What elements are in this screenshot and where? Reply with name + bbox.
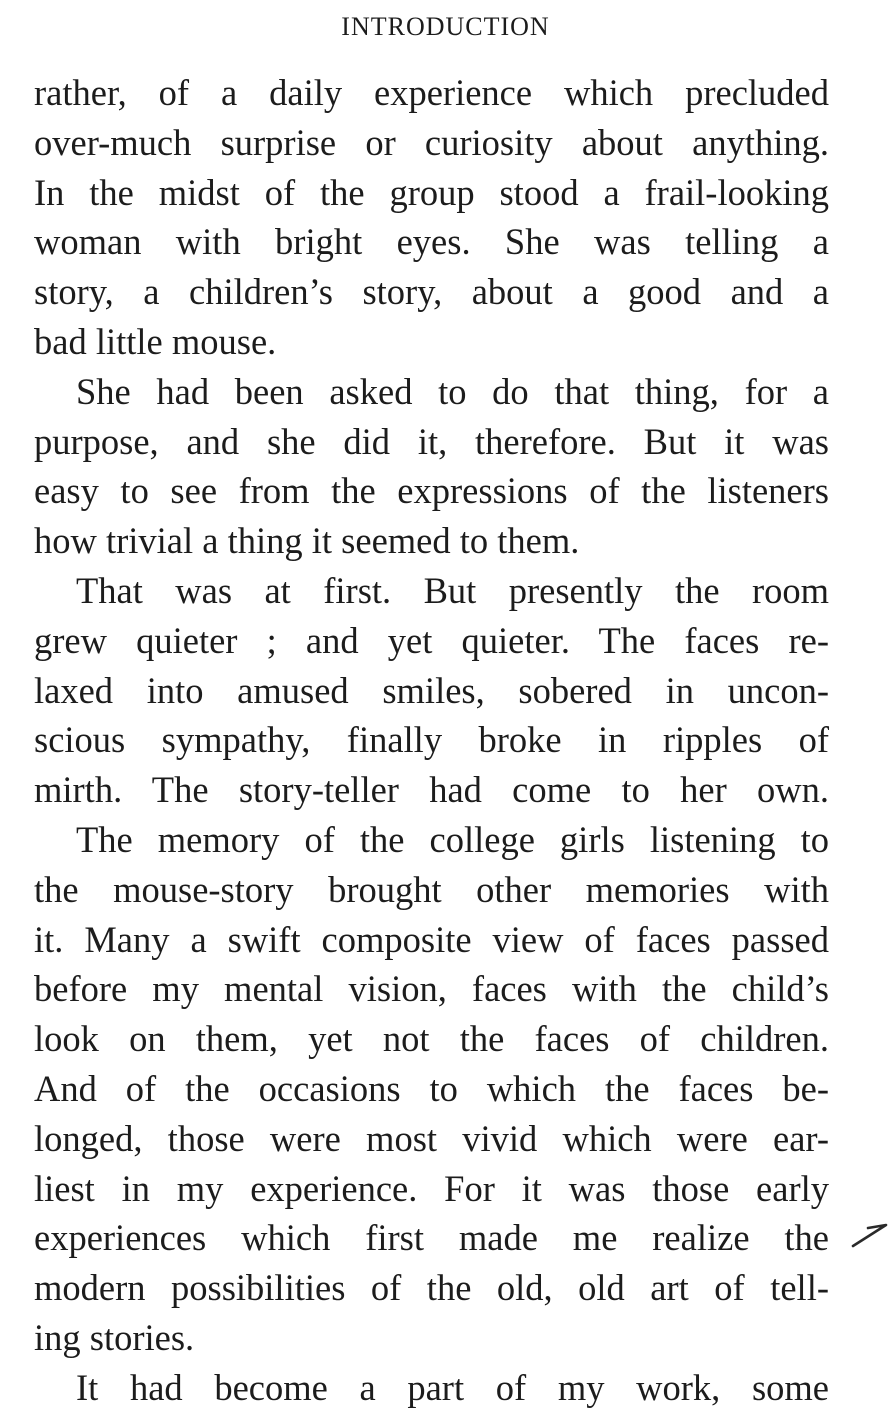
text-line: grew quieter ; and yet quieter. The faces re- [34, 619, 829, 661]
text-line: It had become a part of my work, some [76, 1366, 829, 1408]
text-line: scious sympathy, finally broke in ripples of [34, 719, 829, 761]
text-line: how trivial a thing it seemed to them. [34, 520, 580, 562]
text-line: ing stories. [34, 1316, 195, 1358]
pencil-check-mark-icon [850, 1216, 890, 1252]
text-line: over-much surprise or curiosity about anything. [34, 121, 829, 163]
running-head: INTRODUCTION [341, 12, 550, 41]
text-line: laxed into amused smiles, sobered in uncon- [34, 669, 829, 711]
text-line: mirth. The story-teller had come to her own. [34, 769, 829, 811]
text-line: liest in my experience. For it was those early [34, 1167, 829, 1209]
text-line: And of the occasions to which the faces be- [34, 1067, 829, 1109]
text-line: woman with bright eyes. She was telling a [34, 221, 829, 263]
text-line: rather, of a daily experience which precluded [34, 72, 829, 113]
text-line: look on them, yet not the faces of children. [34, 1018, 829, 1060]
text-line: it. Many a swift composite view of faces passed [34, 918, 829, 960]
text-line: The memory of the college girls listening to [76, 818, 829, 860]
text-line: before my mental vision, faces with the child’s [34, 968, 829, 1010]
text-line: In the midst of the group stood a frail-looking [34, 171, 829, 213]
text-line: the mouse-story brought other memories with [34, 868, 829, 910]
text-line: purpose, and she did it, therefore. But it was [34, 420, 829, 462]
text-line: story, a children’s story, about a good and a [34, 271, 829, 313]
text-line: longed, those were most vivid which were ear- [34, 1117, 829, 1159]
text-line: modern possibilities of the old, old art of tell- [34, 1267, 829, 1309]
text-line: She had been asked to do that thing, for a [76, 370, 829, 412]
text-line: easy to see from the expressions of the listeners [34, 470, 829, 512]
text-line: bad little mouse. [34, 320, 277, 362]
text-line: That was at first. But presently the room [76, 569, 829, 611]
body-text [34, 68, 829, 1413]
text-line: experiences which first made me realize the [34, 1217, 829, 1259]
